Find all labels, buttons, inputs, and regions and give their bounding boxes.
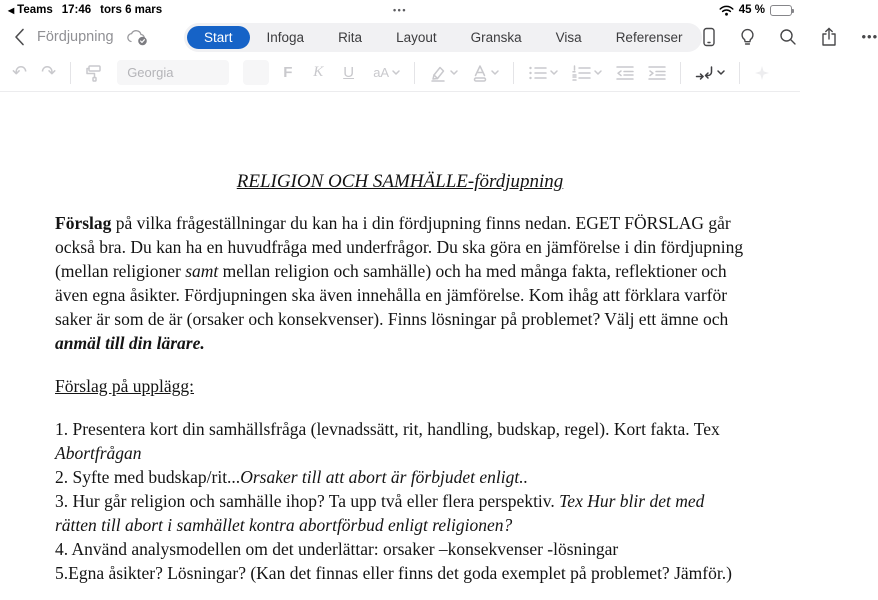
status-time: 17:46	[61, 4, 92, 16]
decrease-indent-button[interactable]	[616, 65, 634, 81]
divider	[680, 62, 681, 84]
chevron-down-icon	[491, 70, 499, 75]
tab-granska[interactable]: Granska	[470, 29, 522, 45]
format-painter-button[interactable]	[85, 64, 103, 82]
undo-button[interactable]: ↶	[12, 61, 28, 83]
battery-percent: 45 %	[738, 4, 765, 16]
document-canvas[interactable]	[0, 92, 800, 600]
numbered-list-button[interactable]	[572, 65, 602, 81]
tab-rita[interactable]: Rita	[338, 29, 363, 45]
divider	[70, 62, 71, 84]
chevron-down-icon	[550, 70, 558, 75]
status-bar	[0, 0, 800, 20]
doc-list-item: 4. Använd analysmodellen om det underlättar: orsaker –konsekvenser -lösningar	[55, 539, 619, 559]
wrap-text-button[interactable]	[695, 65, 725, 80]
back-to-app-label: Teams	[17, 4, 53, 16]
tab-visa[interactable]: Visa	[555, 29, 582, 45]
wifi-icon	[719, 5, 734, 16]
lightbulb-button[interactable]	[740, 27, 755, 47]
back-button[interactable]	[14, 28, 25, 46]
multitask-indicator: •••	[393, 5, 407, 15]
document-title: Fördjupning	[37, 29, 114, 45]
italic-button[interactable]: K	[313, 64, 324, 80]
text-effects-label: aA	[373, 65, 390, 80]
doc-list-item: 2. Syfte med budskap/rit...Orsaker till att abort är förbjudet enligt..	[55, 467, 528, 487]
font-name-field[interactable]: Georgia	[117, 60, 229, 85]
more-options-button[interactable]: •••	[861, 29, 878, 44]
doc-heading: Förslag på upplägg:	[55, 376, 195, 396]
chevron-down-icon	[450, 70, 458, 75]
bullet-list-button[interactable]	[528, 65, 558, 81]
sparkle-icon[interactable]	[754, 65, 770, 81]
tab-infoga[interactable]: Infoga	[266, 29, 305, 45]
bold-button[interactable]: F	[283, 64, 293, 81]
divider	[414, 62, 415, 84]
font-size-field[interactable]	[243, 60, 269, 85]
search-button[interactable]	[779, 28, 797, 46]
tab-start[interactable]: Start	[187, 26, 250, 49]
mobile-view-button[interactable]	[702, 27, 716, 47]
increase-indent-button[interactable]	[648, 65, 666, 81]
app-bar	[0, 20, 878, 54]
tab-referenser[interactable]: Referenser	[615, 29, 683, 45]
ribbon-tab-bar	[184, 23, 702, 52]
doc-list-item: 5.Egna åsikter? Lösningar? (Kan det finnas eller finns det goda exemplet på problemet? Jämför.)	[55, 563, 732, 583]
doc-list-item: 1. Presentera kort din samhällsfråga (levnadssätt, rit, handling, budskap, regel). Kort fakta. Tex Abortfrågan	[55, 419, 720, 463]
chevron-down-icon	[594, 70, 602, 75]
doc-paragraph: Förslag på vilka frågeställningar du kan ha i din fördjupning finns nedan. EGET FÖRSLAG går också bra. Du kan ha en huvudfråga med underfrågor. Du ska göra en jämförelse i din fördjupning (mellan religioner samt mellan religion och samhälle) och ha med många fakta, reflektioner och även egna åsikter. Fördjupningen ska även innehålla en jämförelse. Kom ihåg att förklara varför saker är som de är (orsaker och konsekvenser). Finns lösningar på problemet? Välj ett ämne och anmäl till din lärare.	[55, 213, 744, 353]
font-color-button[interactable]	[472, 64, 499, 82]
formatting-toolbar	[0, 54, 800, 92]
tab-layout[interactable]: Layout	[396, 29, 437, 45]
share-button[interactable]	[821, 27, 837, 47]
back-triangle-icon: ◀	[8, 5, 15, 15]
doc-list-item: 3. Hur går religion och samhälle ihop? Ta upp två eller flera perspektiv. Tex Hur blir det med rätten till abort i samhället kontra abortförbud enligt religionen?	[55, 491, 705, 535]
text-effects-button[interactable]	[373, 65, 400, 80]
cloud-saved-icon[interactable]	[126, 29, 149, 46]
underline-button[interactable]: U	[343, 64, 355, 81]
back-to-teams-link[interactable]	[8, 4, 53, 16]
highlight-color-button[interactable]	[429, 64, 458, 82]
chevron-down-icon	[392, 70, 400, 75]
doc-title-line: RELIGION OCH SAMHÄLLE-fördjupning	[236, 171, 564, 192]
divider	[513, 62, 514, 84]
divider	[739, 62, 740, 84]
chevron-down-icon	[717, 70, 725, 75]
status-date: tors 6 mars	[100, 4, 163, 16]
redo-button[interactable]: ↷	[41, 61, 57, 83]
battery-icon	[770, 5, 792, 16]
